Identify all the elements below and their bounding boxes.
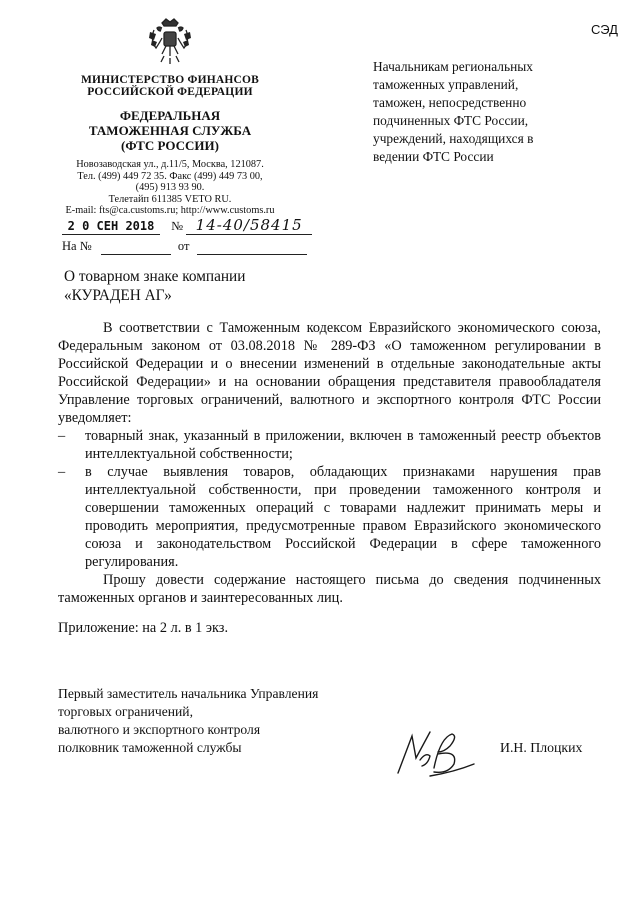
- reference-number-blank: [101, 239, 171, 255]
- address-line2: Тел. (499) 449 72 35. Факс (499) 449 73 00,: [77, 170, 263, 182]
- request-paragraph: Прошу довести содержание настоящего письма до сведения подчиненных таможенных органов и заинтересованных лиц.: [58, 572, 601, 606]
- address-line3: (495) 913 93 90.: [135, 182, 205, 193]
- recipient-line4: подчиненных ФТС России,: [373, 113, 529, 128]
- recipient-line5: учреждений, находящихся в: [373, 131, 534, 146]
- registration-number: 14-40/58415: [195, 216, 303, 234]
- address-block: [48, 159, 292, 217]
- sender-header: [48, 74, 292, 217]
- recipient-line3: таможен, непосредственно: [373, 95, 527, 110]
- bullet-dash: –: [58, 428, 66, 444]
- address-line5: E-mail: fts@ca.customs.ru; http://www.customs.ru: [65, 205, 275, 216]
- subject: [64, 267, 245, 305]
- bullet-text-1: товарный знак, указанный в приложении, включен в таможенный реестр объектов интеллектуальной собственности;: [85, 428, 601, 462]
- intro-paragraph: В соответствии с Таможенным кодексом Евразийского экономического союза, Федеральным законом от 03.08.2018 № 289-ФЗ «О таможенном регулировании в Российской Федерации и о внесении изменений в отдельные законодательные акты Российской Федерации» и на основании обращения представителя правообладателя Управление торговых ограничений, валютного и экспортного контроля ФТС России уведомляет:: [58, 320, 601, 426]
- ministry-name-line1: МИНИСТЕРСТВО ФИНАНСОВ: [80, 74, 260, 86]
- signer-position: [58, 685, 318, 757]
- registration-number-label: №: [171, 219, 184, 233]
- signer-position-line2: торговых ограничений,: [58, 704, 193, 719]
- service-name-line2: ТАМОЖЕННАЯ СЛУЖБА: [88, 123, 252, 138]
- recipient-line2: таможенных управлений,: [373, 77, 519, 92]
- reference-number-label: На №: [62, 239, 92, 253]
- service-name-line3: (ФТС РОССИИ): [121, 138, 219, 153]
- reference-line: [62, 239, 307, 255]
- letter-body: [58, 319, 601, 607]
- recipient-line6: ведении ФТС России: [373, 149, 494, 164]
- subject-line2: «КУРАДЕН АГ»: [64, 287, 172, 304]
- signer-position-line1: Первый заместитель начальника Управления: [58, 686, 319, 701]
- bullet-item-2: [58, 463, 601, 571]
- ministry-name-line2: РОССИЙСКОЙ ФЕДЕРАЦИИ: [87, 86, 253, 98]
- reference-date-blank: [197, 239, 307, 255]
- signer-name: И.Н. Плоцких: [500, 740, 583, 755]
- handwritten-signature-icon: [390, 718, 490, 788]
- bullet-dash: –: [58, 464, 66, 480]
- signer-position-line4: полковник таможенной службы: [58, 740, 242, 755]
- address-line1: Новозаводская ул., д.11/5, Москва, 121087.: [76, 159, 264, 170]
- registration-line: [62, 216, 312, 235]
- double-headed-eagle-icon: [148, 16, 192, 66]
- reference-from-label: от: [177, 239, 190, 253]
- bullet-text-2: в случае выявления товаров, обладающих признаками нарушения прав интеллектуальной собственности, при проведении таможенного контроля и совершении таможенных операций с товарами надлежит принимать меры и проводить мероприятия, предусмотренные правом Евразийского экономического союза и законодательством Российской Федерации в сфере таможенного регулирования.: [85, 464, 601, 570]
- address-line4: Телетайп 611385 VETO RU.: [108, 193, 232, 205]
- corner-mark: СЭД: [591, 22, 618, 37]
- recipient-line1: Начальникам региональных: [373, 59, 533, 74]
- subject-line1: О товарном знаке компании: [64, 268, 246, 285]
- service-name-line1: ФЕДЕРАЛЬНАЯ: [119, 108, 221, 123]
- recipient-block: [373, 58, 618, 166]
- signer-position-line3: валютного и экспортного контроля: [58, 722, 261, 737]
- registration-date: 2 0 СЕН 2018: [67, 219, 155, 233]
- attachment-note: Приложение: на 2 л. в 1 экз.: [58, 620, 229, 636]
- bullet-item-1: [58, 427, 601, 463]
